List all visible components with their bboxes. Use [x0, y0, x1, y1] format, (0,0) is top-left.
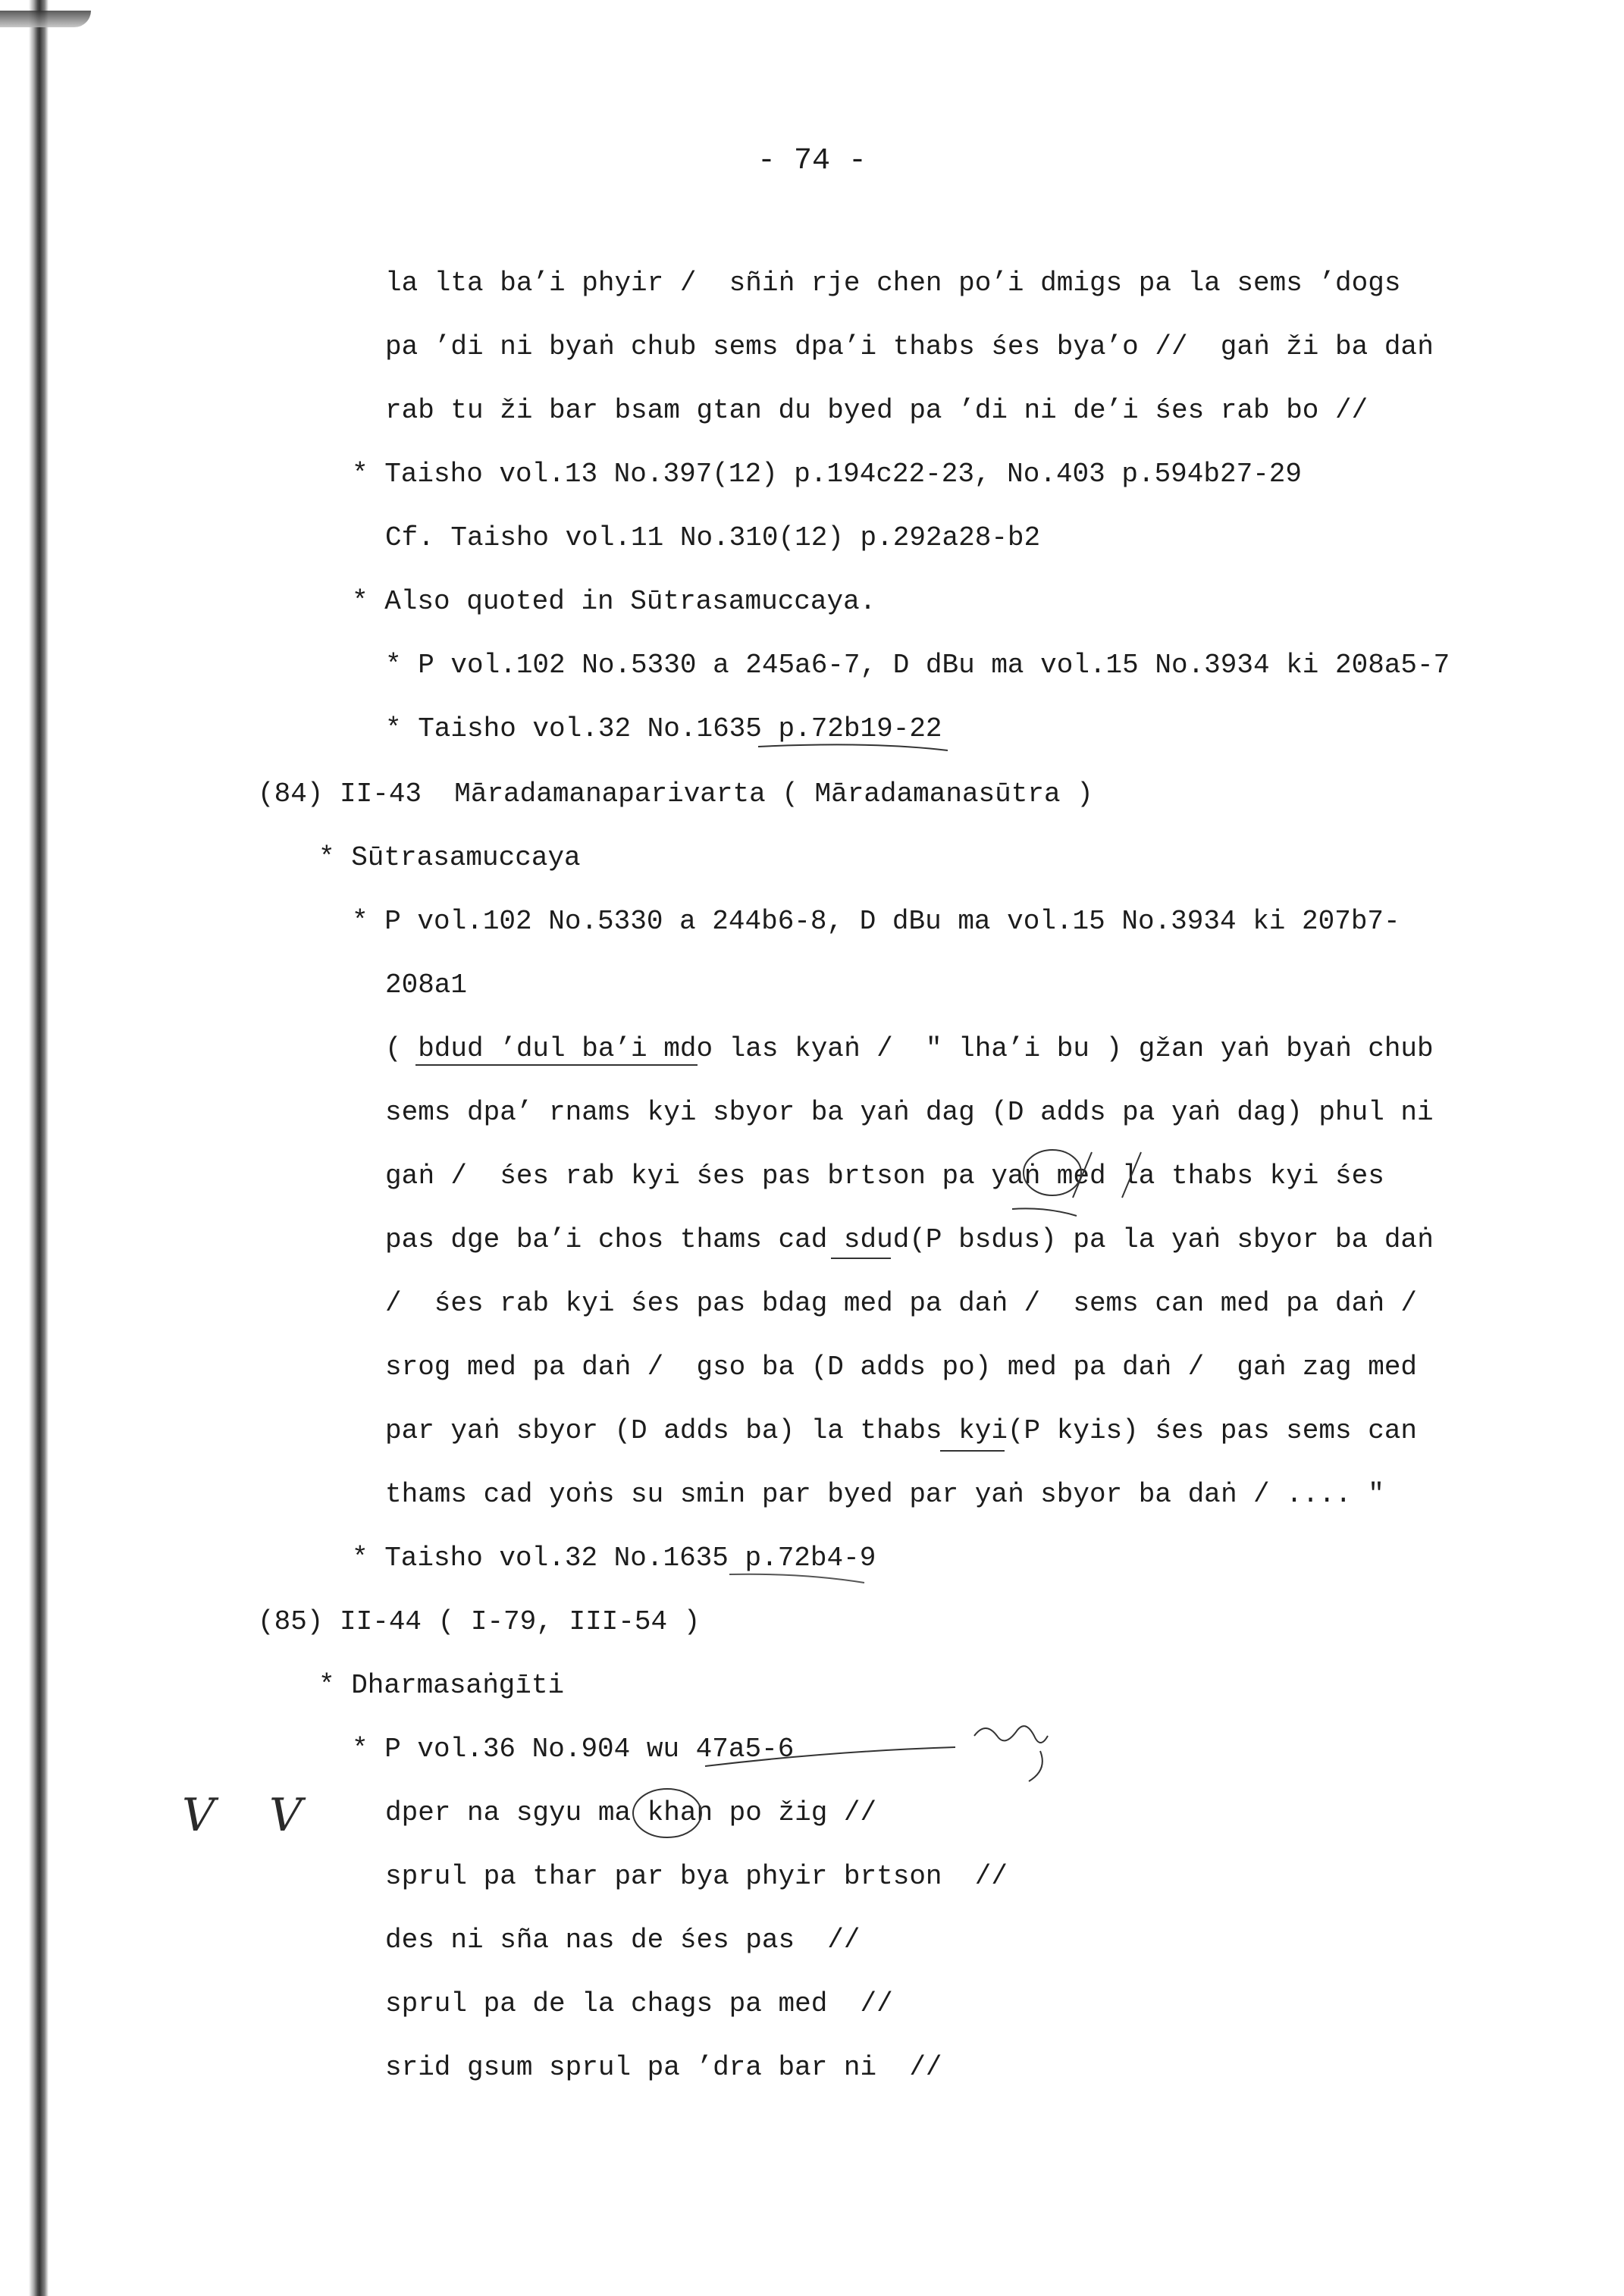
verse-line: sprul pa thar par bya phyir brtson // — [385, 1861, 1008, 1892]
text-line: sems dpa’ rnams kyi sbyor ba yaṅ dag (D adds pa yaṅ dag) phul ni — [385, 1097, 1434, 1128]
citation-line: * P vol.102 No.5330 a 245a6-7, D dBu ma vol.15 No.3934 ki 208a5-7 — [385, 650, 1450, 681]
underline-mark — [758, 744, 948, 750]
text-line: ( bdud ’dul ba’i mdo las kyaṅ / " lha’i bu ) gžan yaṅ byaṅ chub — [385, 1033, 1434, 1064]
source-title: * Sūtrasamuccaya — [318, 842, 581, 873]
text-line: rab tu ži bar bsam gtan du byed pa ’di ni de’i śes rab bo // — [385, 395, 1368, 426]
annotation-scribble — [974, 1726, 1048, 1781]
citation-line: 208a1 — [385, 969, 468, 1001]
verse-line: des ni sña nas de śes pas // — [385, 1925, 861, 1956]
text-line: pas dge ba’i chos thams cad sdud(P bsdus) pa la yaṅ sbyor ba daṅ — [385, 1224, 1434, 1255]
margin-check-mark: V — [182, 1789, 215, 1842]
citation-line: Cf. Taisho vol.11 No.310(12) p.292a28-b2 — [385, 522, 1041, 553]
citation-line: * Taisho vol.32 No.1635 p.72b19-22 — [385, 713, 942, 744]
text-line: pa ’di ni byaṅ chub sems dpa’i thabs śes bya’o // gaṅ ži ba daṅ — [385, 331, 1434, 362]
section-heading-84: (84) II-43 Māradamanaparivarta ( Māradamanasūtra ) — [258, 778, 1093, 810]
citation-line: * Also quoted in Sūtrasamuccaya. — [352, 586, 876, 617]
text-line: thams cad yoṅs su smin par byed par yaṅ sbyor ba daṅ / .... " — [385, 1479, 1384, 1510]
source-title: * Dharmasaṅgīti — [318, 1670, 565, 1701]
citation-line: * Taisho vol.32 No.1635 p.72b4-9 — [352, 1543, 876, 1574]
text-line: la lta ba’i phyir / sñiṅ rje chen po’i dmigs pa la sems ’dogs — [385, 268, 1401, 299]
underline-mark — [729, 1574, 864, 1583]
circle-mark — [1024, 1150, 1081, 1195]
margin-check-mark: V — [269, 1789, 303, 1842]
citation-line: * P vol.36 No.904 wu 47a5-6 — [352, 1734, 795, 1765]
citation-line: * P vol.102 No.5330 a 244b6-8, D dBu ma vol.15 No.3934 ki 207b7- — [352, 906, 1400, 937]
circle-mark — [633, 1789, 701, 1837]
pen-stroke-mark — [705, 1747, 955, 1766]
verse-line: sprul pa de la chags pa med // — [385, 1988, 893, 2019]
verse-line: srid gsum sprul pa ’dra bar ni // — [385, 2052, 942, 2083]
text-line: / śes rab kyi śes pas bdag med pa daṅ / sems can med pa daṅ / — [385, 1288, 1418, 1319]
slash-mark — [1122, 1152, 1141, 1198]
citation-line: * Taisho vol.13 No.397(12) p.194c22-23, No.403 p.594b27-29 — [352, 459, 1303, 490]
text-line: gaṅ / śes rab kyi śes pas brtson pa yaṅ med la thabs kyi śes — [385, 1161, 1384, 1192]
section-heading-85: (85) II-44 ( I-79, III-54 ) — [258, 1606, 701, 1637]
page-number: - 74 - — [757, 144, 867, 178]
scribble-mark — [1012, 1208, 1077, 1216]
text-line: srog med pa daṅ / gso ba (D adds po) med pa daṅ / gaṅ zag med — [385, 1352, 1418, 1383]
text-line: par yaṅ sbyor (D adds ba) la thabs kyi(P kyis) śes pas sems can — [385, 1415, 1418, 1446]
verse-line: dper na sgyu ma khan po žig // — [385, 1797, 877, 1828]
